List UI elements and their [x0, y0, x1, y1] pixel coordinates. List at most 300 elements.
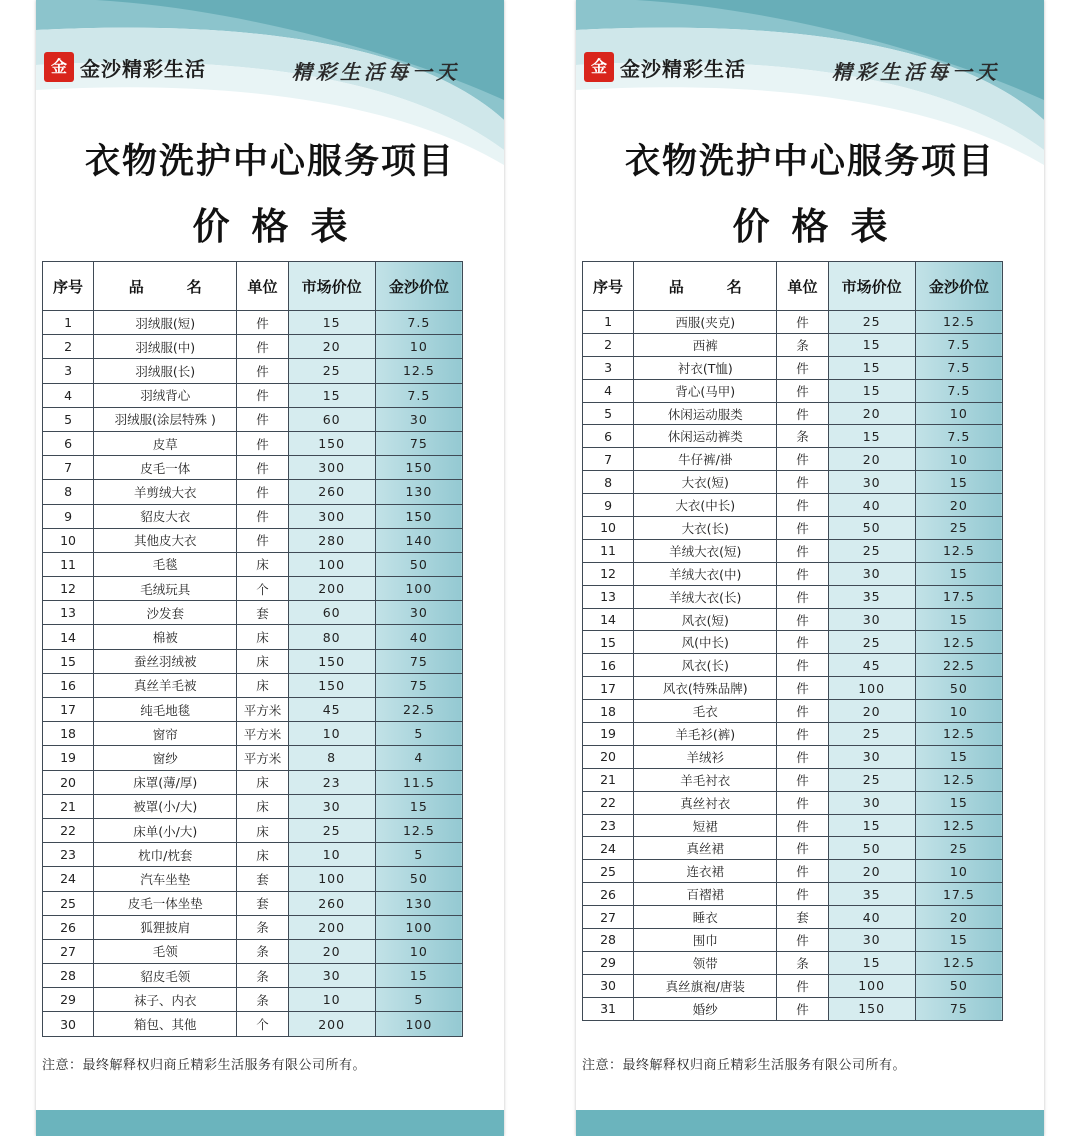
row-number: 4	[583, 379, 634, 402]
jinsha-price: 15	[375, 794, 462, 818]
market-price: 100	[288, 552, 375, 576]
unit: 床	[237, 552, 288, 576]
item-name: 皮毛一体	[94, 456, 237, 480]
unit: 件	[777, 860, 828, 883]
unit: 床	[237, 770, 288, 794]
item-name: 风衣(短)	[634, 608, 777, 631]
header-unit: 单位	[237, 262, 288, 311]
table-row	[43, 649, 463, 673]
unit: 床	[237, 625, 288, 649]
price-poster-left	[36, 0, 504, 1136]
item-name: 休闲运动裤类	[634, 425, 777, 448]
unit: 套	[777, 906, 828, 929]
table-row	[43, 794, 463, 818]
jinsha-price: 140	[375, 528, 462, 552]
row-number: 13	[583, 585, 634, 608]
unit: 床	[237, 673, 288, 697]
item-name: 羽绒服(涂层特殊 )	[94, 407, 237, 431]
jinsha-price: 11.5	[375, 770, 462, 794]
row-number: 10	[583, 517, 634, 540]
header-market-price: 市场价位	[288, 262, 375, 311]
item-name: 汽车坐垫	[94, 867, 237, 891]
market-price: 10	[288, 722, 375, 746]
market-price: 300	[288, 504, 375, 528]
row-number: 21	[583, 768, 634, 791]
row-number: 19	[43, 746, 94, 770]
row-number: 4	[43, 383, 94, 407]
market-price: 100	[288, 867, 375, 891]
jinsha-price: 5	[375, 722, 462, 746]
jinsha-price: 12.5	[915, 814, 1002, 837]
row-number: 14	[583, 608, 634, 631]
market-price: 20	[828, 402, 915, 425]
market-price: 30	[288, 794, 375, 818]
market-price: 25	[828, 768, 915, 791]
market-price: 40	[828, 906, 915, 929]
table-row	[43, 335, 463, 359]
market-price: 260	[288, 480, 375, 504]
item-name: 棉被	[94, 625, 237, 649]
market-price: 20	[828, 448, 915, 471]
market-price: 60	[288, 407, 375, 431]
table-row	[583, 745, 1003, 768]
market-price: 200	[288, 577, 375, 601]
item-name: 牛仔裤/褂	[634, 448, 777, 471]
table-row	[43, 407, 463, 431]
item-name: 百褶裙	[634, 883, 777, 906]
item-name: 领带	[634, 951, 777, 974]
jinsha-price: 15	[915, 745, 1002, 768]
row-number: 14	[43, 625, 94, 649]
page-subtitle: 价格表	[192, 205, 370, 248]
row-number: 1	[43, 311, 94, 335]
market-price: 15	[828, 333, 915, 356]
row-number: 28	[583, 929, 634, 952]
unit: 床	[237, 843, 288, 867]
unit: 件	[237, 431, 288, 455]
unit: 套	[237, 891, 288, 915]
item-name: 大衣(短)	[634, 471, 777, 494]
table-row	[583, 929, 1003, 952]
table-row	[583, 951, 1003, 974]
table-row	[583, 791, 1003, 814]
market-price: 30	[828, 608, 915, 631]
unit: 床	[237, 818, 288, 842]
unit: 件	[237, 407, 288, 431]
table-row	[583, 471, 1003, 494]
unit: 件	[777, 929, 828, 952]
item-name: 羊绒大衣(中)	[634, 562, 777, 585]
table-row	[583, 333, 1003, 356]
table-row	[43, 673, 463, 697]
unit: 套	[237, 867, 288, 891]
unit: 件	[237, 456, 288, 480]
market-price: 280	[288, 528, 375, 552]
jinsha-price: 22.5	[915, 654, 1002, 677]
market-price: 15	[828, 356, 915, 379]
item-name: 背心(马甲)	[634, 379, 777, 402]
row-number: 6	[583, 425, 634, 448]
table-header-row	[43, 262, 463, 311]
unit: 件	[777, 562, 828, 585]
jinsha-price: 75	[375, 649, 462, 673]
market-price: 45	[828, 654, 915, 677]
row-number: 22	[583, 791, 634, 814]
item-name: 纯毛地毯	[94, 698, 237, 722]
table-row	[583, 883, 1003, 906]
unit: 件	[777, 723, 828, 746]
row-number: 25	[43, 891, 94, 915]
header-jinsha-price: 金沙价位	[375, 262, 462, 311]
market-price: 20	[828, 860, 915, 883]
table-row	[43, 383, 463, 407]
row-number: 2	[43, 335, 94, 359]
unit: 件	[777, 631, 828, 654]
table-row	[43, 528, 463, 552]
jinsha-price: 15	[915, 471, 1002, 494]
market-price: 15	[828, 379, 915, 402]
price-table	[42, 261, 463, 1037]
market-price: 100	[828, 974, 915, 997]
market-price: 300	[288, 456, 375, 480]
table-row	[43, 746, 463, 770]
table-row	[43, 988, 463, 1012]
jinsha-price: 25	[915, 517, 1002, 540]
row-number: 9	[583, 494, 634, 517]
unit: 套	[237, 601, 288, 625]
row-number: 16	[583, 654, 634, 677]
item-name: 西服(夹克)	[634, 311, 777, 334]
item-name: 貂皮大衣	[94, 504, 237, 528]
table-row	[43, 964, 463, 988]
market-price: 50	[828, 517, 915, 540]
market-price: 10	[288, 843, 375, 867]
item-name: 皮草	[94, 431, 237, 455]
unit: 件	[777, 791, 828, 814]
jinsha-price: 7.5	[915, 356, 1002, 379]
table-row	[43, 939, 463, 963]
unit: 件	[777, 311, 828, 334]
unit: 件	[777, 768, 828, 791]
unit: 件	[777, 883, 828, 906]
market-price: 15	[828, 951, 915, 974]
item-name: 围巾	[634, 929, 777, 952]
row-number: 12	[43, 577, 94, 601]
row-number: 23	[43, 843, 94, 867]
jinsha-price: 12.5	[915, 723, 1002, 746]
row-number: 31	[583, 997, 634, 1020]
jinsha-price: 22.5	[375, 698, 462, 722]
item-name: 真丝衬衣	[634, 791, 777, 814]
market-price: 260	[288, 891, 375, 915]
market-price: 25	[828, 723, 915, 746]
table-row	[43, 1012, 463, 1036]
table-row	[583, 356, 1003, 379]
jinsha-price: 12.5	[915, 631, 1002, 654]
row-number: 16	[43, 673, 94, 697]
item-name: 衬衣(T恤)	[634, 356, 777, 379]
item-name: 羊绒大衣(短)	[634, 539, 777, 562]
table-row	[583, 906, 1003, 929]
row-number: 9	[43, 504, 94, 528]
item-name: 风衣(特殊品牌)	[634, 677, 777, 700]
unit: 件	[777, 585, 828, 608]
row-number: 13	[43, 601, 94, 625]
row-number: 22	[43, 818, 94, 842]
row-number: 19	[583, 723, 634, 746]
table-row	[43, 625, 463, 649]
market-price: 40	[828, 494, 915, 517]
jinsha-price: 15	[375, 964, 462, 988]
jinsha-price: 17.5	[915, 585, 1002, 608]
table-row	[583, 814, 1003, 837]
jinsha-price: 12.5	[915, 951, 1002, 974]
item-name: 皮毛一体坐垫	[94, 891, 237, 915]
item-name: 风(中长)	[634, 631, 777, 654]
header-name: 品 名	[94, 262, 237, 311]
brand-name: 金沙精彩生活	[620, 56, 746, 81]
market-price: 30	[828, 791, 915, 814]
market-price: 15	[288, 383, 375, 407]
jinsha-price: 12.5	[375, 359, 462, 383]
table-row	[43, 504, 463, 528]
table-header-row	[583, 262, 1003, 311]
jinsha-price: 15	[915, 608, 1002, 631]
item-name: 毛毯	[94, 552, 237, 576]
market-price: 30	[828, 745, 915, 768]
market-price: 15	[288, 311, 375, 335]
unit: 件	[777, 379, 828, 402]
jinsha-price: 4	[375, 746, 462, 770]
table-row	[583, 311, 1003, 334]
row-number: 20	[583, 745, 634, 768]
market-price: 50	[828, 837, 915, 860]
table-row	[43, 311, 463, 335]
market-price: 35	[828, 883, 915, 906]
item-name: 羽绒背心	[94, 383, 237, 407]
jinsha-price: 10	[375, 939, 462, 963]
market-price: 30	[828, 471, 915, 494]
price-table	[582, 261, 1003, 1021]
jinsha-price: 7.5	[915, 379, 1002, 402]
table-row	[583, 562, 1003, 585]
market-price: 30	[288, 964, 375, 988]
table-row	[583, 700, 1003, 723]
unit: 件	[777, 677, 828, 700]
item-name: 毛衣	[634, 700, 777, 723]
unit: 条	[237, 915, 288, 939]
page-title: 衣物洗护中心服务项目	[84, 142, 455, 182]
unit: 件	[237, 311, 288, 335]
jinsha-price: 15	[915, 929, 1002, 952]
row-number: 26	[583, 883, 634, 906]
item-name: 短裙	[634, 814, 777, 837]
table-row	[583, 379, 1003, 402]
table-row	[583, 539, 1003, 562]
table-row	[583, 677, 1003, 700]
jinsha-price: 75	[915, 997, 1002, 1020]
item-name: 袜子、内衣	[94, 988, 237, 1012]
header-market-price: 市场价位	[828, 262, 915, 311]
market-price: 25	[288, 359, 375, 383]
item-name: 其他皮大衣	[94, 528, 237, 552]
row-number: 15	[583, 631, 634, 654]
item-name: 连衣裙	[634, 860, 777, 883]
unit: 件	[777, 814, 828, 837]
market-price: 20	[828, 700, 915, 723]
row-number: 7	[583, 448, 634, 471]
unit: 件	[777, 745, 828, 768]
table-row	[43, 577, 463, 601]
item-name: 羊绒大衣(长)	[634, 585, 777, 608]
jinsha-price: 40	[375, 625, 462, 649]
unit: 件	[237, 383, 288, 407]
brand-logo	[44, 52, 206, 82]
jinsha-price: 150	[375, 504, 462, 528]
jinsha-price: 12.5	[375, 818, 462, 842]
row-number: 18	[43, 722, 94, 746]
item-name: 羊绒衫	[634, 745, 777, 768]
market-price: 150	[288, 649, 375, 673]
row-number: 7	[43, 456, 94, 480]
item-name: 西裤	[634, 333, 777, 356]
market-price: 200	[288, 915, 375, 939]
unit: 件	[777, 471, 828, 494]
logo-mark-icon: 金	[584, 52, 614, 82]
item-name: 枕巾/枕套	[94, 843, 237, 867]
table-row	[583, 974, 1003, 997]
table-row	[43, 552, 463, 576]
table-row	[43, 891, 463, 915]
unit: 床	[237, 794, 288, 818]
jinsha-price: 130	[375, 480, 462, 504]
table-row	[583, 837, 1003, 860]
row-number: 18	[583, 700, 634, 723]
market-price: 15	[828, 814, 915, 837]
unit: 件	[777, 539, 828, 562]
jinsha-price: 12.5	[915, 768, 1002, 791]
row-number: 29	[43, 988, 94, 1012]
row-number: 5	[583, 402, 634, 425]
brand-name: 金沙精彩生活	[80, 56, 206, 81]
row-number: 30	[583, 974, 634, 997]
market-price: 25	[828, 539, 915, 562]
table-row	[43, 698, 463, 722]
unit: 条	[777, 425, 828, 448]
table-row	[583, 768, 1003, 791]
table-row	[43, 722, 463, 746]
jinsha-price: 50	[375, 867, 462, 891]
table-row	[43, 867, 463, 891]
item-name: 婚纱	[634, 997, 777, 1020]
table-row	[583, 608, 1003, 631]
jinsha-price: 100	[375, 577, 462, 601]
jinsha-price: 100	[375, 1012, 462, 1036]
unit: 件	[777, 517, 828, 540]
market-price: 10	[288, 988, 375, 1012]
row-number: 1	[583, 311, 634, 334]
unit: 件	[777, 448, 828, 471]
market-price: 80	[288, 625, 375, 649]
market-price: 23	[288, 770, 375, 794]
item-name: 大衣(长)	[634, 517, 777, 540]
market-price: 30	[828, 929, 915, 952]
unit: 件	[237, 359, 288, 383]
item-name: 床单(小/大)	[94, 818, 237, 842]
unit: 平方米	[237, 746, 288, 770]
item-name: 毛领	[94, 939, 237, 963]
slogan: 精彩生活每一天	[832, 60, 1000, 84]
market-price: 45	[288, 698, 375, 722]
row-number: 21	[43, 794, 94, 818]
market-price: 20	[288, 335, 375, 359]
jinsha-price: 17.5	[915, 883, 1002, 906]
jinsha-price: 15	[915, 791, 1002, 814]
table-row	[583, 860, 1003, 883]
row-number: 12	[583, 562, 634, 585]
unit: 件	[777, 654, 828, 677]
row-number: 26	[43, 915, 94, 939]
row-number: 15	[43, 649, 94, 673]
table-row	[43, 770, 463, 794]
item-name: 大衣(中长)	[634, 494, 777, 517]
row-number: 29	[583, 951, 634, 974]
row-number: 25	[583, 860, 634, 883]
row-number: 5	[43, 407, 94, 431]
unit: 平方米	[237, 722, 288, 746]
jinsha-price: 10	[915, 448, 1002, 471]
footer-note: 注意：最终解释权归商丘精彩生活服务有限公司所有。	[42, 1058, 367, 1073]
item-name: 休闲运动服类	[634, 402, 777, 425]
table-row	[43, 431, 463, 455]
unit: 床	[237, 649, 288, 673]
unit: 个	[237, 577, 288, 601]
unit: 平方米	[237, 698, 288, 722]
market-price: 15	[828, 425, 915, 448]
jinsha-price: 12.5	[915, 539, 1002, 562]
unit: 件	[777, 974, 828, 997]
jinsha-price: 20	[915, 494, 1002, 517]
jinsha-price: 20	[915, 906, 1002, 929]
market-price: 150	[288, 673, 375, 697]
jinsha-price: 50	[375, 552, 462, 576]
jinsha-price: 10	[915, 402, 1002, 425]
unit: 件	[237, 335, 288, 359]
row-number: 11	[583, 539, 634, 562]
jinsha-price: 50	[915, 974, 1002, 997]
item-name: 羽绒服(短)	[94, 311, 237, 335]
unit: 件	[777, 402, 828, 425]
unit: 件	[237, 480, 288, 504]
row-number: 11	[43, 552, 94, 576]
market-price: 25	[828, 311, 915, 334]
table-row	[583, 448, 1003, 471]
header-no: 序号	[43, 262, 94, 311]
market-price: 100	[828, 677, 915, 700]
row-number: 30	[43, 1012, 94, 1036]
item-name: 狐狸披肩	[94, 915, 237, 939]
row-number: 3	[583, 356, 634, 379]
item-name: 羽绒服(中)	[94, 335, 237, 359]
unit: 件	[777, 494, 828, 517]
market-price: 20	[288, 939, 375, 963]
jinsha-price: 10	[375, 335, 462, 359]
table-row	[583, 517, 1003, 540]
row-number: 8	[583, 471, 634, 494]
table-row	[583, 631, 1003, 654]
item-name: 箱包、其他	[94, 1012, 237, 1036]
header-no: 序号	[583, 262, 634, 311]
